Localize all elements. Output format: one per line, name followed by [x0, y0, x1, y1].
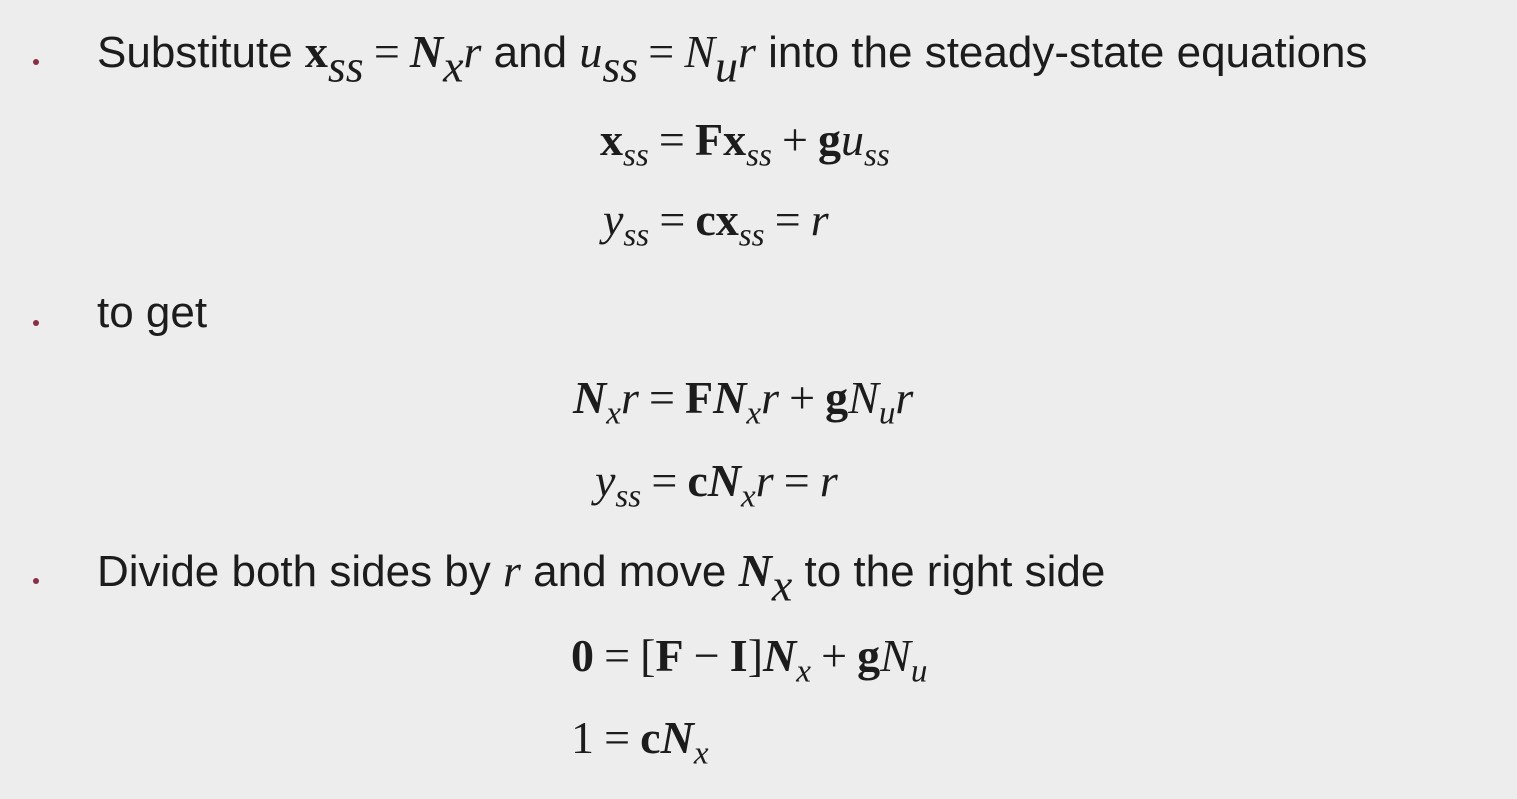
bullet-dot: [33, 320, 39, 326]
bullet-text: Divide both sides by: [97, 547, 503, 596]
math-operator: +: [821, 630, 848, 681]
equation-final-state: [571, 628, 928, 690]
math-operator: +: [781, 114, 808, 165]
math-operator: −: [693, 630, 720, 681]
math-subscript: x: [693, 734, 709, 772]
bullet-text: to the right side: [792, 547, 1106, 596]
math-symbol: r: [620, 372, 639, 423]
math-subscript: ss: [623, 136, 649, 174]
math-subscript: ss: [746, 136, 772, 174]
bullet-dot: [33, 578, 39, 584]
math-symbol: r: [463, 26, 482, 77]
equation-substituted-state: [573, 370, 914, 432]
math-symbol: N: [880, 630, 911, 681]
math-symbol: c: [640, 712, 661, 763]
math-symbol: N: [573, 372, 607, 423]
math-symbol: F: [655, 630, 684, 681]
math-symbol: F: [694, 114, 724, 165]
bullet-to-get: [97, 287, 207, 339]
math-bracket: ]: [747, 630, 764, 681]
math-symbol: r: [761, 372, 779, 423]
bullet-text: to get: [97, 288, 208, 337]
math-operator: =: [604, 712, 631, 763]
math-symbol: r: [819, 455, 838, 506]
math-symbol: 1: [571, 712, 594, 763]
math-operator: =: [648, 26, 675, 77]
math-symbol: g: [818, 114, 842, 165]
math-symbol: u: [579, 26, 603, 77]
equation-output: [603, 192, 829, 254]
math-symbol: y: [603, 194, 624, 245]
math-subscript: ss: [327, 40, 364, 92]
math-operator: =: [373, 26, 400, 77]
math-operator: =: [783, 455, 810, 506]
bullet-text: into the steady-state equations: [755, 28, 1368, 77]
math-symbol: x: [715, 194, 739, 245]
math-symbol: u: [841, 114, 865, 165]
math-subscript: ss: [864, 136, 890, 174]
math-subscript: u: [910, 652, 928, 690]
math-subscript: x: [443, 40, 464, 92]
math-operator: =: [658, 114, 685, 165]
math-subscript: x: [606, 394, 621, 432]
bullet-text: and move: [520, 547, 739, 596]
math-subscript: ss: [615, 477, 642, 515]
math-symbol: c: [695, 194, 716, 245]
math-subscript: u: [715, 40, 738, 92]
math-symbol: N: [660, 712, 694, 763]
equation-state: [600, 112, 890, 174]
math-symbol: N: [848, 372, 879, 423]
math-operator: =: [774, 194, 801, 245]
math-symbol: F: [685, 372, 714, 423]
math-symbol: x: [304, 26, 328, 77]
math-subscript: x: [796, 652, 811, 690]
math-subscript: ss: [602, 40, 639, 92]
bullet-divide: [97, 545, 1106, 611]
math-operator: +: [789, 372, 816, 423]
math-symbol: g: [825, 372, 849, 423]
math-symbol: 0: [571, 630, 594, 681]
math-subscript: u: [878, 394, 896, 432]
math-subscript: ss: [623, 216, 650, 254]
math-symbol: y: [595, 455, 616, 506]
math-symbol: g: [857, 630, 881, 681]
math-operator: =: [604, 630, 631, 681]
math-symbol: r: [895, 372, 914, 423]
bullet-substitute: [97, 26, 1368, 92]
bullet-text: and: [481, 28, 580, 77]
math-symbol: r: [755, 455, 774, 506]
math-symbol: N: [713, 372, 747, 423]
math-symbol: x: [723, 114, 747, 165]
math-subscript: x: [746, 394, 762, 432]
math-operator: =: [659, 194, 686, 245]
math-symbol: N: [409, 26, 444, 77]
math-symbol: N: [707, 455, 742, 506]
math-symbol: I: [729, 630, 748, 681]
math-operator: =: [651, 455, 678, 506]
math-subscript: x: [741, 477, 756, 515]
math-subscript: x: [771, 559, 793, 611]
math-symbol: c: [687, 455, 708, 506]
math-symbol: r: [503, 545, 521, 596]
bullet-text: Substitute: [97, 28, 305, 77]
math-symbol: x: [600, 114, 623, 165]
bullet-dot: [33, 59, 39, 65]
math-subscript: ss: [738, 216, 765, 254]
math-symbol: r: [810, 194, 829, 245]
math-operator: =: [648, 372, 675, 423]
math-symbol: N: [763, 630, 797, 681]
math-symbol: N: [738, 545, 772, 596]
equation-substituted-output: [595, 453, 838, 515]
math-symbol: N: [684, 26, 715, 77]
equation-final-output: [571, 710, 709, 772]
math-symbol: r: [738, 26, 756, 77]
math-bracket: [: [640, 630, 656, 681]
